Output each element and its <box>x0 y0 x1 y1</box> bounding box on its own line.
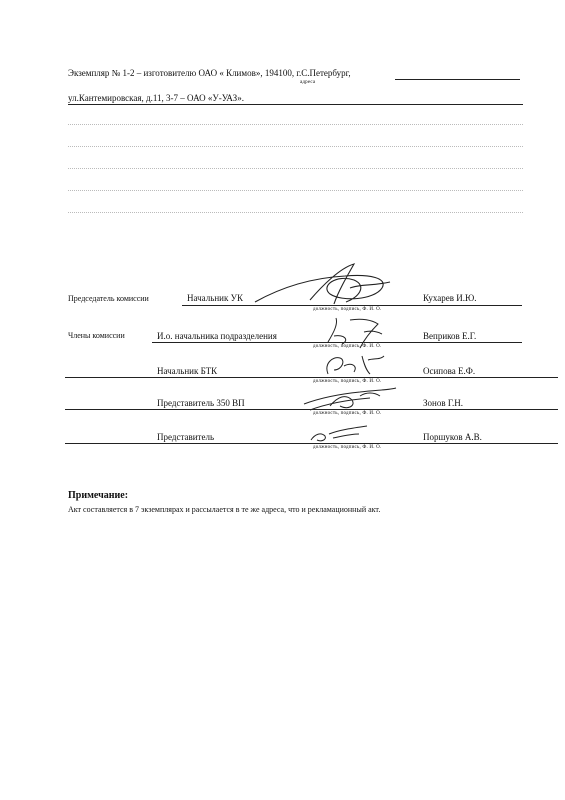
signature-caption: должность, подпись, Ф. И. О. <box>313 379 382 384</box>
member-name: Поршуков А.В. <box>423 432 482 442</box>
blank-line <box>68 168 523 169</box>
member-position: И.о. начальника подразделения <box>157 331 277 341</box>
signature-mark <box>300 384 400 414</box>
chairman-name: Кухарев И.Ю. <box>423 293 477 303</box>
member-name: Зонов Г.Н. <box>423 398 464 408</box>
address-line: ул.Кантемировская, д.11, 3-7 – ОАО «У-УАЗ». <box>68 93 244 103</box>
note-title: Примечание: <box>68 490 129 501</box>
signature-caption: должность, подпись, Ф. И. О. <box>313 307 382 312</box>
signature-line <box>65 377 558 378</box>
underline <box>395 79 520 80</box>
member-position: Начальник БТК <box>157 366 218 376</box>
signature-caption: должность, подпись, Ф. И. О. <box>313 411 382 416</box>
blank-line <box>68 124 523 125</box>
member-position: Представитель 350 ВП <box>157 398 245 408</box>
chairman-position: Начальник УК <box>187 293 243 303</box>
signature-mark <box>320 314 390 350</box>
blank-line <box>68 146 523 147</box>
signature-mark <box>305 420 375 446</box>
blank-line <box>68 212 523 213</box>
member-name: Веприков Е.Г. <box>423 331 477 341</box>
blank-line <box>68 190 523 191</box>
underline <box>68 104 523 105</box>
signature-mark <box>250 258 400 310</box>
address-caption: адреса <box>300 80 316 85</box>
member-position: Представитель <box>157 432 215 442</box>
signature-mark <box>318 350 388 380</box>
copy-recipients-line: Экземпляр № 1-2 – изготовителю ОАО « Климов», 194100, г.С.Петербург, <box>68 68 351 78</box>
signature-caption: должность, подпись, Ф. И. О. <box>313 445 382 450</box>
chairman-label: Председатель комиссии <box>68 294 149 303</box>
member-name: Осипова Е.Ф. <box>423 366 476 376</box>
members-label: Члены комиссии <box>68 331 125 340</box>
signature-caption: должность, подпись, Ф. И. О. <box>313 344 382 349</box>
note-text: Акт составляется в 7 экземплярах и рассылается в те же адреса, что и рекламационный акт. <box>68 505 381 514</box>
